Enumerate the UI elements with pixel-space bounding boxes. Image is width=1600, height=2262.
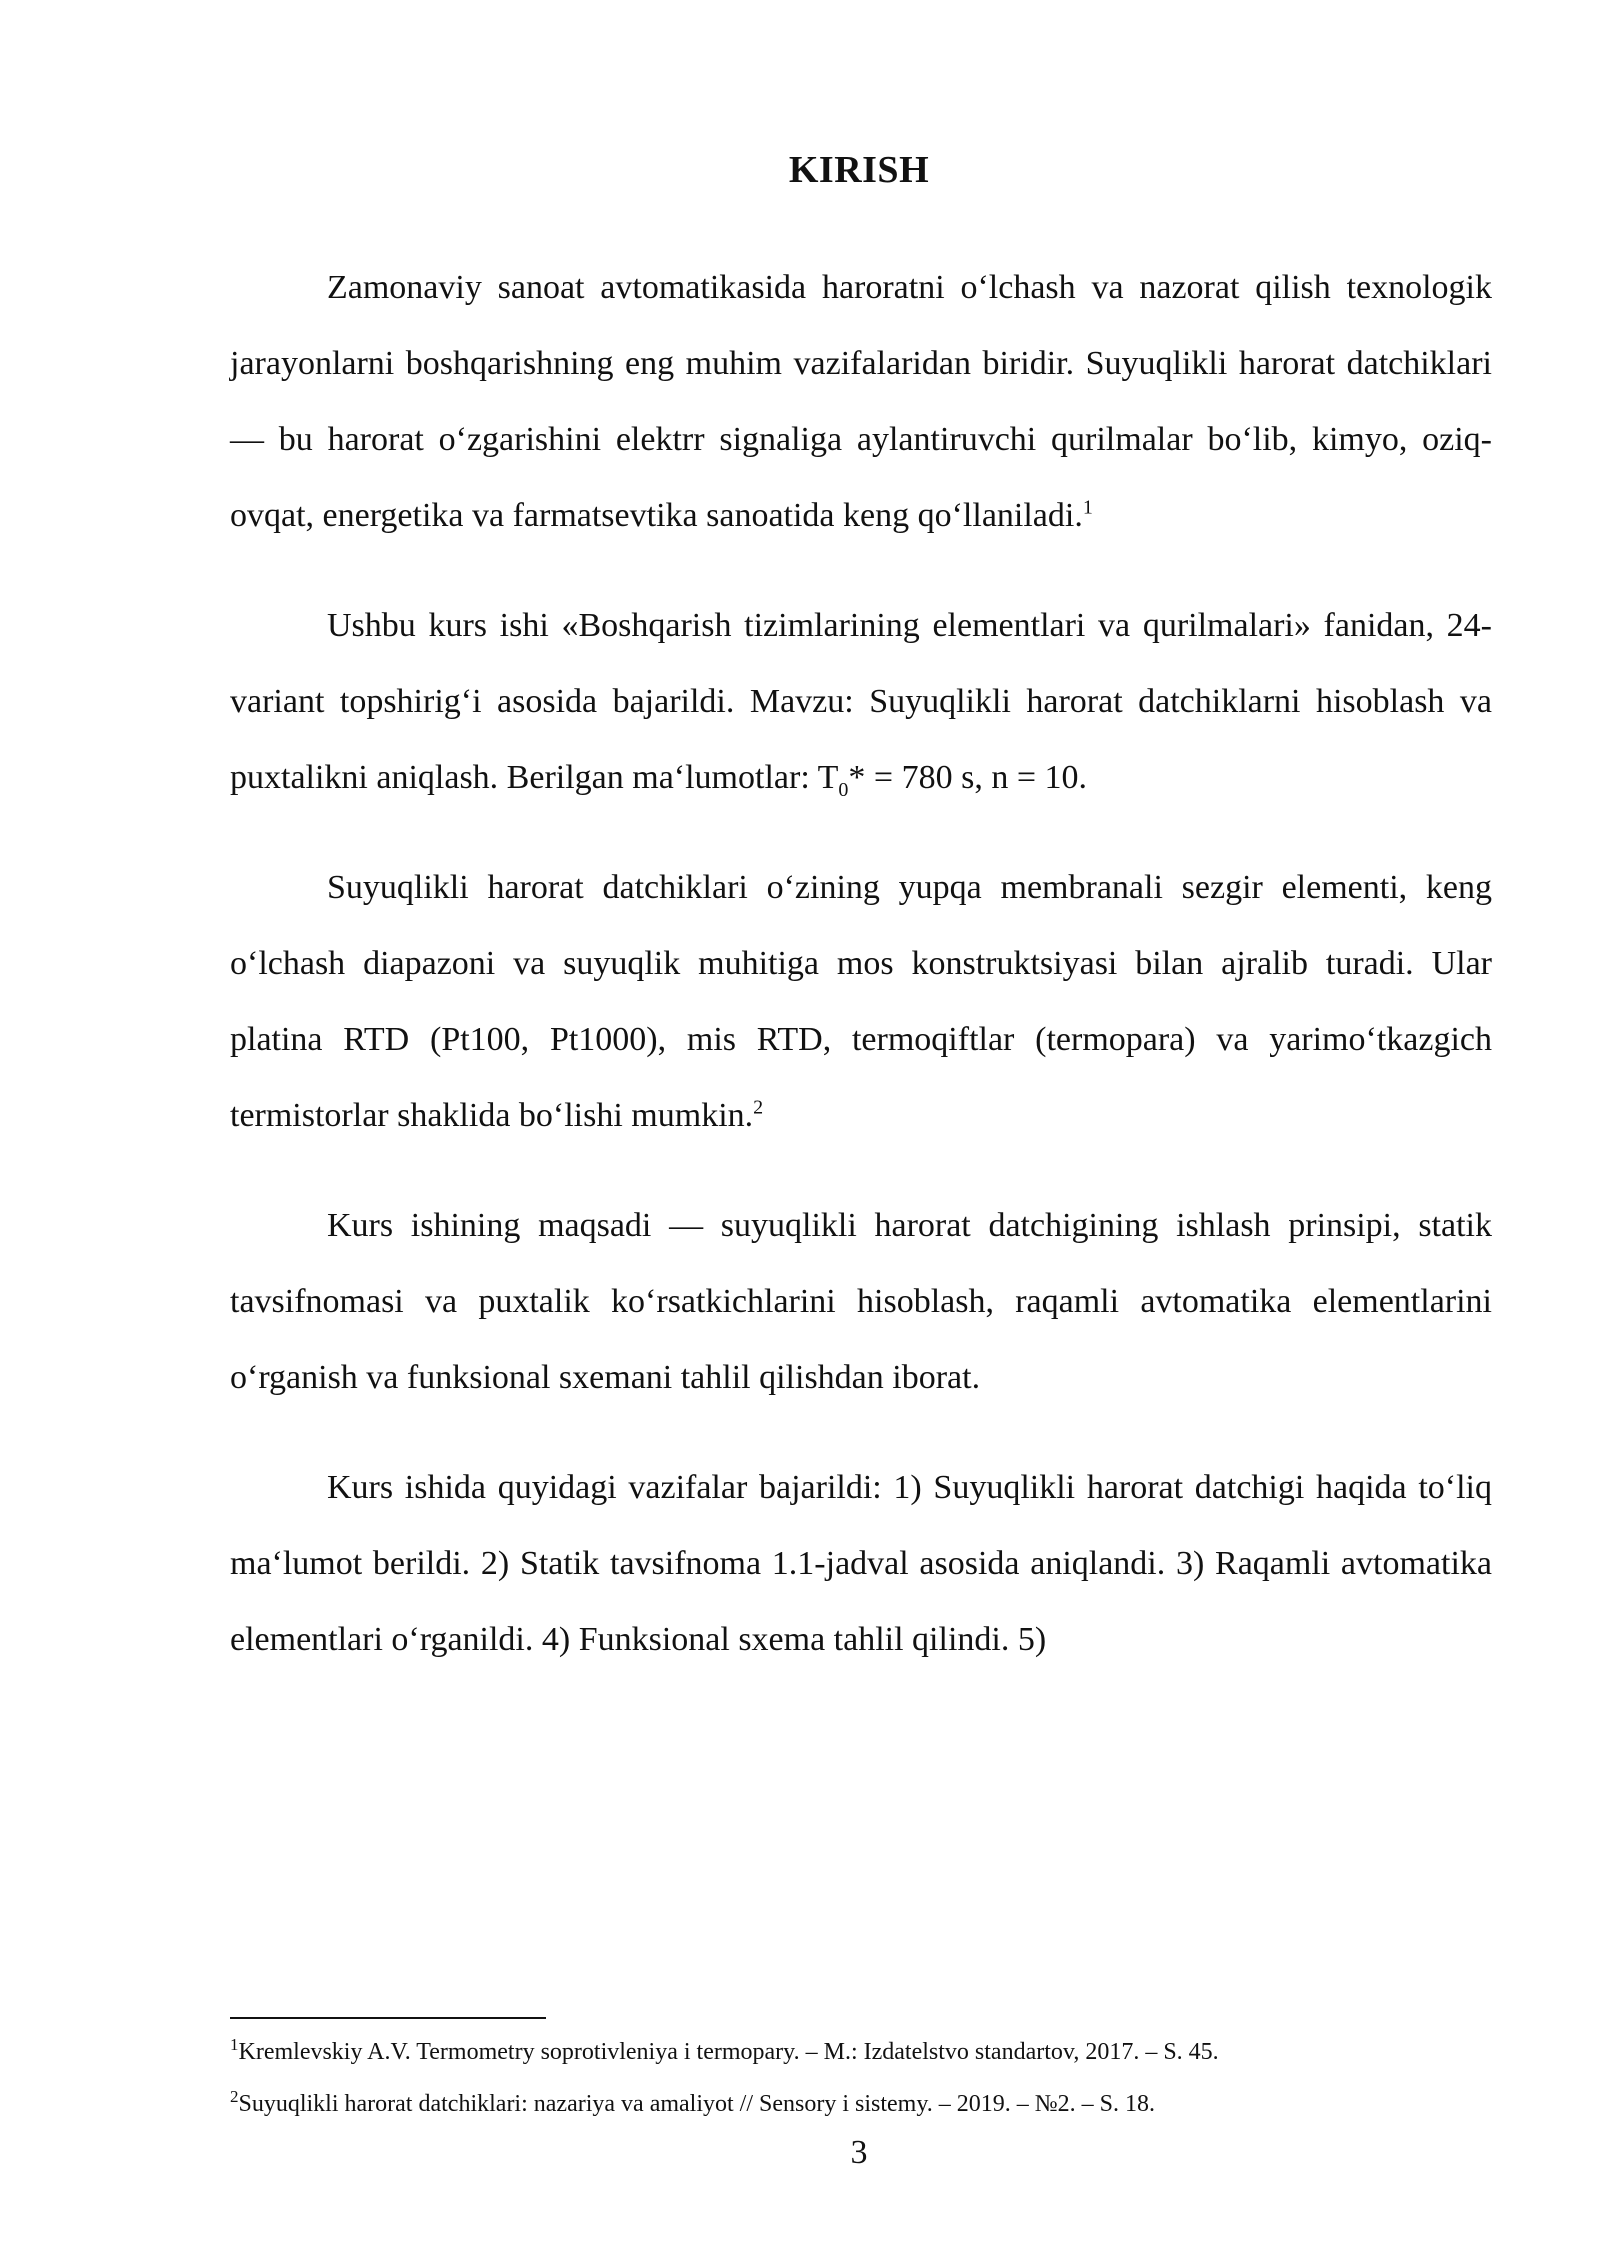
footnote-1 <box>230 2026 1492 2078</box>
footnote-ref-1[interactable]: 1 <box>1082 496 1093 519</box>
footnote-2 <box>230 2078 1492 2130</box>
footnote-separator <box>230 2017 546 2019</box>
footnote-1-number: 1 <box>230 2035 239 2054</box>
body-text <box>230 250 1492 1712</box>
paragraph-2 <box>230 588 1492 816</box>
paragraph-5-text: Kurs ishida quyidagi vazifalar bajarildi: 1) Suyuqlikli harorat datchigi haqida to‘liq ma‘lumot berildi. 2) Statik tavsifnoma 1.1-jadval asosida aniqlandi. 3) Raqamli avtomatika elementlari o‘rganildi. 4) Funksional sxema tahlil qilindi. 5) <box>230 1469 1492 1658</box>
paragraph-2-text-b: * = 780 s, n = 10. <box>848 759 1088 796</box>
subscript-zero: 0 <box>838 778 849 801</box>
paragraph-1 <box>230 250 1492 554</box>
footnote-ref-2[interactable]: 2 <box>753 1096 764 1119</box>
paragraph-4 <box>230 1188 1492 1416</box>
paragraph-3-text: Suyuqlikli harorat datchiklari o‘zining yupqa membranali sezgir elementi, keng o‘lchash diapazoni va suyuqlik muhitiga mos konstruktsiyasi bilan ajralib turadi. Ular platina RTD (Pt100, Pt1000), mis RTD, termoqiftlar (termopara) va yarimo‘tkazgich termistorlar shaklida bo‘lishi mumkin. <box>230 869 1492 1134</box>
footnote-2-number: 2 <box>230 2087 239 2106</box>
footnote-2-text: Suyuqlikli harorat datchiklari: nazariya va amaliyot // Sensory i sistemy. – 2019. – №2. – S. 18. <box>238 2091 1156 2117</box>
section-title: KIRISH <box>788 149 930 191</box>
footnote-1-text: Kremlevskiy A.V. Termometry soprotivleniya i termopary. – M.: Izdatelstvo standartov, 2017. – S. 45. <box>238 2039 1219 2065</box>
paragraph-3 <box>230 850 1492 1154</box>
paragraph-1-text: Zamonaviy sanoat avtomatikasida haroratni o‘lchash va nazorat qilish texnologik jarayonlarni boshqarishning eng muhim vazifalaridan biridir. Suyuqlikli harorat datchiklari — bu harorat o‘zgarishini elektrr signaliga aylantiruvchi qurilmalar bo‘lib, kimyo, oziq-ovqat, energetika va farmatsevtika sanoatida keng qo‘llaniladi. <box>230 269 1492 534</box>
paragraph-5 <box>230 1450 1492 1678</box>
page-number: 3 <box>850 2134 868 2171</box>
footnotes <box>230 2026 1492 2130</box>
paragraph-4-text: Kurs ishining maqsadi — suyuqlikli harorat datchigining ishlash prinsipi, statik tavsifnomasi va puxtalik ko‘rsatkichlarini hisoblash, raqamli avtomatika elementlarini o‘rganish va funksional sxemani tahlil qilishdan iborat. <box>230 1207 1492 1396</box>
paragraph-2-text-a: Ushbu kurs ishi «Boshqarish tizimlarining elementlari va qurilmalari» fanidan, 24-variant topshirig‘i asosida bajarildi. Mavzu: Suyuqlikli harorat datchiklarni hisoblash va puxtalikni aniqlash. Berilgan ma‘lumotlar: T <box>230 607 1492 796</box>
